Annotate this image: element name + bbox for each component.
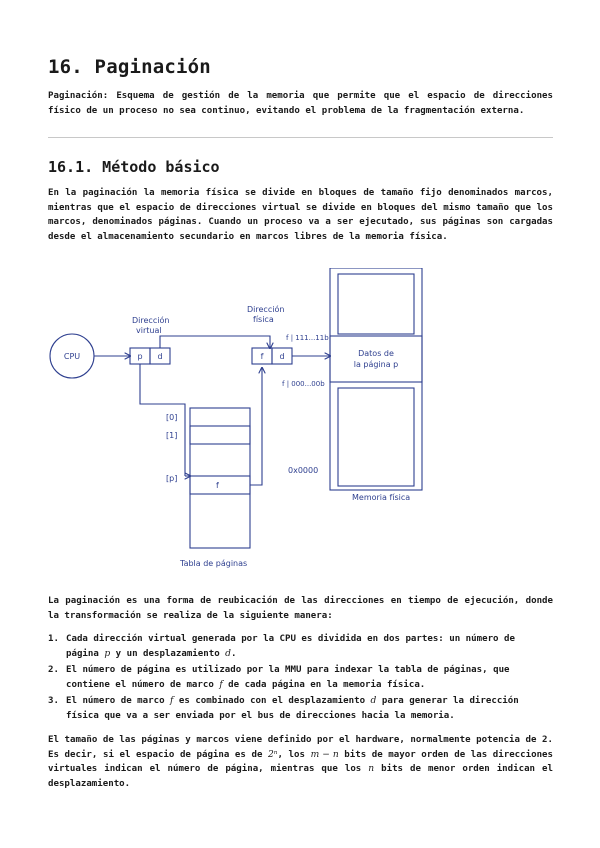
intro-end: . <box>518 105 525 116</box>
virtual-address-label-1: Dirección <box>132 316 170 325</box>
section-title: 16.1. Método básico <box>48 158 220 176</box>
p3-text: y <box>179 735 197 745</box>
section-divider <box>48 137 553 138</box>
math-n: n <box>368 764 375 774</box>
p1-text-a: En la paginación la memoria física se divide en bloques de tamaño fijo denominados <box>48 188 515 198</box>
step-text: El <box>66 665 83 675</box>
step-text: en la memoria física. <box>304 679 426 690</box>
math-d: d <box>225 648 231 659</box>
p1-text-e: . Cuando un proceso va a ser ejecutado, sus páginas son cargadas desde el almacenamiento secundario en marcos libres de la memoria física. <box>48 217 553 242</box>
physical-address-label-2: física <box>253 315 274 324</box>
paging-diagram <box>40 268 460 578</box>
math-m-minus-n: m − n <box>310 749 339 760</box>
page-number-p: p <box>137 352 143 361</box>
list-item <box>48 632 553 661</box>
memory-label: Memoria física <box>352 493 411 502</box>
step-number: 3. <box>48 696 59 706</box>
term-fragmentacion: fragmentación externa <box>403 105 519 116</box>
index-0: [0] <box>166 413 178 422</box>
step-text: es combinado con el <box>173 696 289 706</box>
p3-text: , los <box>277 749 311 760</box>
math-p: p <box>104 648 111 659</box>
physical-offset-d: d <box>279 352 285 361</box>
step-text: Cada dirección virtual generada por la CPU es dividida en dos partes: un <box>66 634 466 644</box>
math-f: f <box>219 679 223 690</box>
term-desplazamiento: desplazamiento <box>143 648 220 659</box>
frame-arrow <box>250 368 262 485</box>
translation-paragraph <box>48 594 553 623</box>
p1-text-c: , mientras que el espacio de direcciones virtual se divide en bloques del mismo tamaño que los marcos, denominados <box>48 188 553 227</box>
frame-high-address: f | 111...11b <box>286 334 329 342</box>
step-number: 1. <box>48 634 59 644</box>
term-marcos: marcos <box>196 735 230 745</box>
page-size-paragraph <box>48 733 553 791</box>
list-item <box>48 694 553 723</box>
step-text: y un <box>110 648 144 659</box>
steps-list <box>48 632 553 725</box>
term-numero-marco: número de marco <box>131 679 214 690</box>
basic-method-paragraph <box>48 186 553 244</box>
p3-text: , mientras que los <box>258 764 369 774</box>
zero-address: 0x0000 <box>288 466 319 475</box>
term-desplazamiento: desplazamiento <box>48 778 125 789</box>
page-table-entry-p <box>190 476 250 494</box>
index-1: [1] <box>166 431 178 440</box>
p3-text: . <box>124 778 131 789</box>
page-data-label-1: Datos de <box>358 349 394 358</box>
step-text: El <box>66 696 83 706</box>
p2-text-c: , donde la transformación se realiza de la siguiente manera: <box>48 596 553 621</box>
term-numero-pagina: número de página <box>167 764 259 774</box>
cpu-label: CPU <box>63 352 81 361</box>
page-table-entry-1 <box>190 426 250 444</box>
page-frame <box>330 336 422 382</box>
term-numero-marco: número de marco <box>82 696 165 706</box>
page-table-label: Tabla de páginas <box>180 559 248 568</box>
math-2n: 2ⁿ <box>268 749 278 760</box>
page-table <box>190 408 250 548</box>
list-item <box>48 663 553 692</box>
math-d: d <box>370 696 377 706</box>
term-numero-pagina: número de página <box>82 665 171 675</box>
index-p: [p] <box>166 474 178 483</box>
term-desplazamiento: desplazamiento <box>288 696 366 706</box>
physical-memory <box>330 268 422 490</box>
offset-arrow <box>160 336 270 348</box>
page-index-line <box>140 364 185 476</box>
term-paginacion: Paginación <box>48 91 103 101</box>
p3-text: bits de menor orden indican el <box>374 764 553 774</box>
term-pagina: página <box>271 679 305 690</box>
math-f: f <box>170 696 174 706</box>
p3-text: El tamaño de las <box>48 735 142 745</box>
term-tabla-paginas: tabla de páginas <box>394 665 483 675</box>
frame-f: f <box>260 352 264 361</box>
frame-entry-f: f <box>216 481 219 490</box>
intro-paragraph <box>48 89 553 118</box>
term-marcos: marcos <box>514 188 548 198</box>
step-text: de cada <box>222 679 272 690</box>
p3-text: viene definido por el hardware, normalmente potencia de 2. Es decir, si el espacio de página es de <box>48 735 553 760</box>
term-paginas: páginas <box>158 217 197 227</box>
term-paginas: páginas <box>141 735 180 745</box>
p3-text: bits de mayor orden de las direcciones virtuales indican el <box>48 749 553 774</box>
intro-text: : Esquema de gestión de la memoria que permite que el espacio de direcciones físico de un proceso no sea continuo, evitando el problema de la <box>48 91 553 116</box>
page-title: 16. Paginación <box>48 56 211 78</box>
term-numero-pagina: número de página <box>66 634 515 659</box>
p2-text-a: La paginación es una forma de <box>48 596 218 606</box>
offset-d: d <box>157 352 163 361</box>
page-data-label-2: la página p <box>353 360 399 369</box>
step-text: . <box>231 648 237 659</box>
virtual-address-label-2: virtual <box>136 326 162 335</box>
step-text: es utilizado por la MMU para indexar la <box>170 665 395 675</box>
step-number: 2. <box>48 665 59 675</box>
physical-address-label-1: Dirección <box>247 305 285 314</box>
step-text: , que contiene el <box>66 665 510 690</box>
frame-low-address: f | 000...00b <box>282 380 325 388</box>
step-text: para generar la dirección física que va a ser enviada por el bus de direcciones hacia la memoria. <box>66 696 519 721</box>
term-reubicacion: reubicación de las direcciones en tiempo de ejecución <box>217 596 514 606</box>
